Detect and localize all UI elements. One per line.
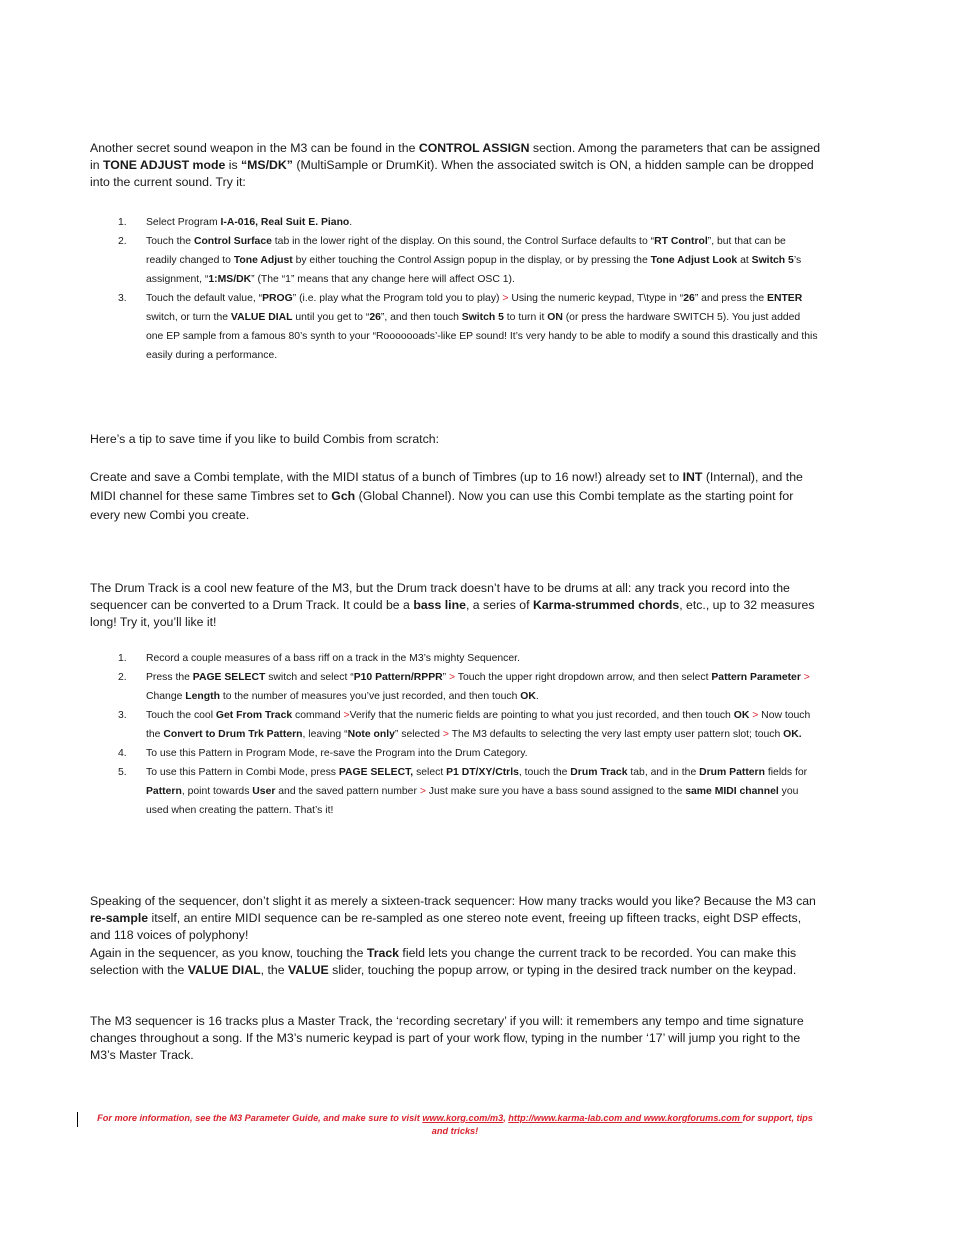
bold-text: Switch 5 — [461, 312, 504, 323]
drum-track-intro — [90, 580, 825, 632]
bold-text: Convert to Drum Trk Pattern — [163, 729, 303, 740]
bold-text: Tone Adjust — [233, 255, 293, 266]
text-run: . — [349, 217, 353, 228]
text-run: , a series of — [465, 598, 533, 613]
bold-text: Tone Adjust Look — [650, 255, 738, 266]
text-run: and the saved pattern number — [275, 786, 420, 797]
bold-text: VALUE DIAL — [230, 312, 293, 323]
bold-text: P1 DT/XY/Ctrls — [446, 767, 519, 778]
master-track-paragraph — [90, 1013, 825, 1065]
text-run: , leaving “ — [302, 729, 348, 740]
text-run: Change — [146, 691, 186, 702]
control-assign-intro — [90, 140, 825, 192]
bold-text: Length — [185, 691, 220, 702]
text-run: (or press the hardware SWITCH 5). You just added one EP sample from a famous 80’s synth to your “Rooooooads’-like EP sound! It’s very handy to be able to modify a sound this drastically and this easily during a performance. — [146, 312, 818, 361]
text-run: , touch the — [518, 767, 571, 778]
text-run: switch, or turn the — [146, 312, 231, 323]
drum-track-steps — [118, 649, 818, 820]
list-number: 1. — [118, 217, 127, 228]
text-run: is — [225, 158, 242, 173]
footer-prefix: For more information, see the M3 Parameter Guide, and make sure to visit — [97, 1113, 423, 1123]
list-item — [118, 706, 818, 744]
text-run: , the — [260, 963, 288, 978]
bold-text: RT Control — [654, 236, 708, 247]
text-run: To use this Pattern in Program Mode, re-save the Program into the Drum Category. — [146, 748, 528, 759]
text-run: tab, and in the — [627, 767, 700, 778]
tone-adjust-steps — [118, 213, 818, 365]
bold-text: Pattern — [146, 786, 182, 797]
bold-text: PAGE SELECT, — [338, 767, 414, 778]
bold-text: VALUE DIAL — [187, 963, 261, 978]
combi-template-paragraph — [90, 468, 825, 525]
bold-text: Get From Track — [215, 710, 293, 721]
text-run: ” selected — [394, 729, 443, 740]
text-run: until you get to “ — [292, 312, 370, 323]
text-run: Just make sure you have a bass sound assigned to the — [425, 786, 686, 797]
text-run: Touch the cool — [146, 710, 216, 721]
text-run: ” (The “1” means that any change here will affect OSC 1). — [251, 274, 515, 285]
bold-text: I-A-016, Real Suit E. Piano — [220, 217, 350, 228]
text-run: Record a couple measures of a bass riff on a track in the M3’s mighty Sequencer. — [146, 653, 520, 664]
list-number: 1. — [118, 653, 127, 664]
text-run: switch and select “ — [265, 672, 354, 683]
resample-paragraph — [90, 893, 825, 945]
text-run: > — [419, 786, 426, 797]
korg-link[interactable]: www.korg.com/m3 — [422, 1113, 504, 1123]
text-run: Speaking of the sequencer, don’t slight it as merely a sixteen-track sequencer: How many tracks would you like? Because the M3 can — [90, 894, 816, 908]
text-run: at — [737, 255, 752, 266]
text-run: , etc., up to 32 measures long! Try it, you’ll like it! — [90, 598, 815, 630]
text-run: ” and press the — [694, 293, 768, 304]
text-run: . — [535, 691, 539, 702]
text-run: > — [752, 710, 759, 721]
text-run: select — [413, 767, 447, 778]
text-run: Touch the — [146, 236, 194, 247]
bold-text: 1:MS/DK — [208, 274, 252, 285]
bold-text: ON — [547, 312, 563, 323]
bold-text: Karma-strummed chords — [532, 598, 680, 613]
bold-text: TONE ADJUST mode — [103, 158, 226, 173]
text-run: The Drum Track is a cool new feature of the M3, but the Drum track doesn’t have to be drums at all: any track you record into the sequencer can be converted to a Drum Track. It could be a — [90, 581, 790, 613]
text-run: Here’s a tip to save time if you like to build Combis from scratch: — [90, 432, 440, 446]
list-number: 3. — [118, 710, 127, 721]
text-run: to turn it — [503, 312, 548, 323]
text-run: , point towards — [181, 786, 253, 797]
bold-text: 26 — [369, 312, 381, 323]
bold-text: bass line — [413, 598, 466, 613]
bold-text: PAGE SELECT — [192, 672, 266, 683]
text-run: Another secret sound weapon in the M3 can be found in the — [90, 141, 419, 155]
text-run: > — [442, 729, 449, 740]
text-run: ” (i.e. play what the Program told you to play) — [292, 293, 503, 304]
text-run: Again in the sequencer, as you know, touching the — [90, 946, 367, 960]
bold-text: INT — [682, 470, 703, 484]
text-run: > — [803, 672, 810, 683]
bold-text: Gch — [331, 489, 356, 503]
list-item — [118, 649, 818, 668]
bold-text: Note only — [347, 729, 395, 740]
text-run: Touch the upper right dropdown arrow, and then select — [455, 672, 712, 683]
list-number: 3. — [118, 293, 127, 304]
bold-text: OK — [733, 710, 750, 721]
text-run: > — [449, 672, 456, 683]
text-run: Create and save a Combi template, with the MIDI status of a bunch of Timbres (up to 16 now!) already set to — [90, 470, 683, 484]
bold-text: Drum Track — [570, 767, 628, 778]
text-run: by either touching the Control Assign popup in the display, or by pressing the — [292, 255, 651, 266]
bold-text: Drum Pattern — [699, 767, 765, 778]
bold-text: Pattern Parameter — [711, 672, 801, 683]
text-run: command — [292, 710, 344, 721]
text-run: Touch the default value, “ — [146, 293, 263, 304]
text-run: section. Among the parameters that can be assigned in — [90, 141, 821, 173]
bold-text: P10 Pattern/RPPR — [353, 672, 443, 683]
bold-text: 26 — [683, 293, 695, 304]
text-run: tab in the lower right of the display. On this sound, the Control Surface defaults to “ — [271, 236, 655, 247]
bold-text: User — [252, 786, 276, 797]
text-run: ’s assignment, “ — [146, 255, 802, 285]
text-run: (Global Channel). Now you can use this Combi template as the starting point for every new Combi you create. — [90, 489, 794, 522]
list-item — [118, 744, 818, 763]
text-run: The M3 sequencer is 16 tracks plus a Master Track, the ‘recording secretary’ if you will: it remembers any tempo and time signature changes throughout a song. If the M3’s numeric keypad is part of your work flow, typing in the number ‘17’ will jump you right to the M3’s Master Track. — [90, 1014, 804, 1063]
text-run: Verify that the numeric fields are pointing to what you just recorded, and then touch — [349, 710, 734, 721]
text-run: > — [502, 293, 509, 304]
text-run: ”, and then touch — [380, 312, 462, 323]
text-run: (MultiSample or DrumKit). When the associated switch is ON, a hidden sample can be dropped into the current sound. Try it: — [90, 158, 814, 190]
text-run: slider, touching the popup arrow, or typing in the desired track number on the keypad. — [328, 963, 797, 978]
text-run: itself, an entire MIDI sequence can be re-sampled as one stereo note event, freeing up fifteen tracks, eight DSP effects, and 118 voices of polyphony! — [90, 911, 802, 943]
text-run: to the number of measures you’ve just recorded, and then touch — [219, 691, 521, 702]
list-item — [118, 763, 818, 820]
text-run: (Internal), and the MIDI channel for these same Timbres set to — [90, 470, 803, 503]
text-run: Now touch the — [146, 710, 811, 740]
list-item — [118, 213, 818, 232]
text-run: The M3 defaults to selecting the very last empty user pattern slot; touch — [448, 729, 784, 740]
track-field-paragraph — [90, 945, 825, 979]
list-number: 2. — [118, 672, 127, 683]
list-number: 4. — [118, 748, 127, 759]
list-number: 5. — [118, 767, 127, 778]
footer-note — [90, 1112, 820, 1138]
bold-text: Track — [366, 946, 400, 960]
combi-tip-heading — [90, 431, 825, 448]
bold-text: “MS/DK” — [241, 158, 293, 173]
text-run: you used when creating the pattern. That’s it! — [146, 786, 799, 816]
text-run: fields for — [764, 767, 808, 778]
footer-suffix: for support, tips and tricks! — [431, 1113, 813, 1136]
text-run: ”, but that can be readily changed to — [146, 236, 786, 266]
text-run: Using the numeric keypad, T\type in “ — [508, 293, 684, 304]
bold-text: PROG — [262, 293, 293, 304]
bold-text: Control Surface — [193, 236, 272, 247]
footer-separator: , — [503, 1113, 509, 1123]
bold-text: ENTER — [767, 293, 803, 304]
bold-text: CONTROL ASSIGN — [418, 141, 530, 155]
list-item — [118, 289, 818, 365]
text-run: > — [343, 710, 350, 721]
bold-text: re-sample — [90, 911, 149, 926]
text-run: ” — [442, 672, 449, 683]
bold-text: OK — [520, 691, 536, 702]
bold-text: same MIDI channel — [685, 786, 779, 797]
list-number: 2. — [118, 236, 127, 247]
text-run: field lets you change the current track to be recorded. You can make this selection with the — [90, 946, 797, 978]
text-run: Press the — [146, 672, 193, 683]
list-item — [118, 232, 818, 289]
bold-text: OK. — [783, 729, 802, 740]
bold-text: VALUE — [287, 963, 329, 978]
karma-korgforums-link[interactable]: http://www.karma-lab.com and www.korgforums.com — [508, 1113, 743, 1123]
list-item — [118, 668, 818, 706]
footer-divider — [77, 1112, 78, 1127]
text-run: Select Program — [146, 217, 221, 228]
bold-text: Switch 5 — [751, 255, 794, 266]
text-run: To use this Pattern in Combi Mode, press — [146, 767, 339, 778]
